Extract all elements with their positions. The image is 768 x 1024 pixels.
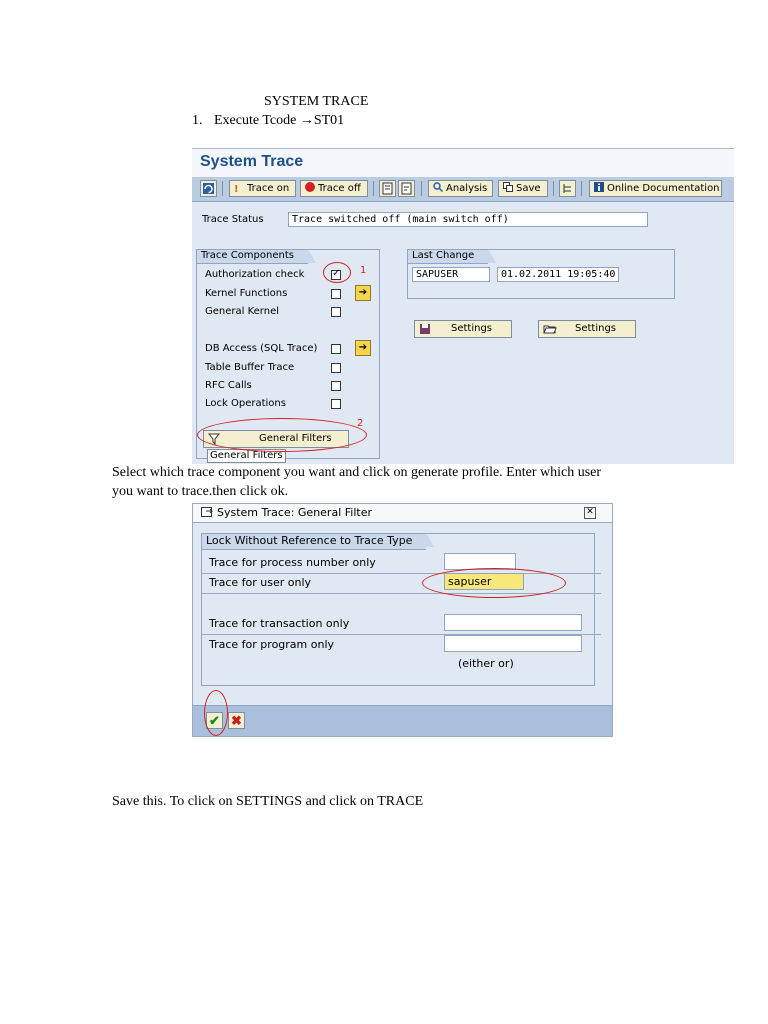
annotation-number-1: 1 (360, 265, 367, 276)
component-label-lock-operations: Lock Operations (205, 398, 286, 409)
close-icon[interactable]: ✕ (584, 507, 596, 519)
checkbox-lock-operations[interactable] (331, 399, 341, 409)
toolbar (192, 177, 734, 202)
either-or-note: (either or) (458, 657, 514, 670)
copy-icon (503, 182, 513, 192)
component-label-table-buffer: Table Buffer Trace (205, 362, 295, 373)
dialog-title: System Trace: General Filter (217, 506, 372, 519)
general-filters-label: General Filters (259, 433, 332, 444)
trace-on-label: Trace on (247, 183, 290, 194)
analysis-label: Analysis (446, 183, 488, 194)
online-documentation-label: Online Documentation (607, 183, 720, 194)
save-button[interactable] (498, 180, 548, 197)
save-label: Save (516, 183, 541, 194)
component-label-general-kernel: General Kernel (205, 306, 280, 317)
component-label-rfc-calls: RFC Calls (205, 380, 252, 391)
stop-icon (305, 182, 315, 192)
process-number-label: Trace for process number only (209, 556, 376, 569)
trace-on-button[interactable] (229, 180, 296, 197)
open-folder-icon (543, 323, 557, 335)
trace-off-label: Trace off (318, 183, 361, 194)
floppy-icon (419, 323, 431, 335)
screen-title: System Trace (200, 153, 304, 170)
user-only-label: Trace for user only (209, 576, 312, 589)
step-text: Execute Tcode →ST01 (214, 113, 345, 128)
doc-heading: SYSTEM TRACE (264, 94, 369, 109)
dialog-window-icon (201, 507, 213, 518)
document-icon[interactable] (398, 180, 415, 197)
annotation-number-2: 2 (357, 418, 364, 429)
settings-open-button[interactable] (538, 320, 636, 338)
program-only-input[interactable] (444, 635, 582, 652)
kernel-functions-detail-button[interactable]: ➔ (355, 285, 371, 301)
system-trace-screenshot (192, 148, 734, 464)
component-label-db-access: DB Access (SQL Trace) (205, 343, 318, 354)
toolbar-separator (421, 181, 422, 196)
checkbox-rfc-calls[interactable] (331, 381, 341, 391)
dialog-title-bar (193, 504, 612, 523)
component-label-kernel-functions: Kernel Functions (205, 288, 288, 299)
trace-components-header: Trace Components (196, 249, 308, 264)
checkbox-table-buffer[interactable] (331, 363, 341, 373)
db-access-detail-button[interactable]: ➔ (355, 340, 371, 356)
screen-title-bar (192, 148, 734, 178)
general-filter-dialog (192, 503, 613, 737)
refresh-icon[interactable] (200, 180, 217, 197)
trace-status-label: Trace Status (202, 214, 264, 225)
annotation-circle-user (422, 568, 566, 598)
toolbar-separator (553, 181, 554, 196)
cancel-x-icon[interactable]: ✖ (228, 712, 245, 729)
settings-open-label: Settings (575, 323, 617, 334)
user-only-input[interactable]: sapuser (444, 573, 524, 590)
checkbox-kernel-functions[interactable] (331, 289, 341, 299)
info-icon (594, 182, 604, 192)
confirm-check-icon[interactable]: ✔ (206, 712, 223, 729)
settings-save-label: Settings (451, 323, 493, 334)
dialog-footer (193, 705, 612, 736)
instruction-save: Save this. To click on SETTINGS and click on TRACE (112, 794, 424, 809)
instruction-line-2: you want to trace.then click ok. (112, 484, 289, 499)
last-change-header: Last Change (407, 249, 488, 264)
annotation-circle-confirm (204, 690, 228, 736)
checkbox-general-kernel[interactable] (331, 307, 341, 317)
checkbox-db-access[interactable] (331, 344, 341, 354)
trace-status-field: Trace switched off (main switch off) (288, 212, 648, 227)
program-only-label: Trace for program only (209, 638, 335, 651)
settings-save-button[interactable] (414, 320, 512, 338)
step-number: 1. (192, 113, 203, 128)
lock-group-header: Lock Without Reference to Trace Type (201, 533, 426, 550)
annotation-circle-general-filters (197, 418, 367, 452)
magnifier-icon (433, 182, 443, 192)
toolbar-separator (373, 181, 374, 196)
last-change-datetime: 01.02.2011 19:05:40 (497, 267, 619, 282)
transaction-only-input[interactable] (444, 614, 582, 631)
structure-icon[interactable] (559, 180, 576, 197)
instruction-line-1: Select which trace component you want and click on generate profile. Enter which user (112, 465, 602, 480)
trace-on-icon: ! (234, 184, 239, 195)
online-documentation-button[interactable] (589, 180, 722, 197)
toolbar-separator (222, 181, 223, 196)
analysis-button[interactable] (428, 180, 493, 197)
last-change-user: SAPUSER (412, 267, 490, 282)
list-icon[interactable] (379, 180, 396, 197)
component-label-authorization: Authorization check (205, 269, 305, 280)
general-filters-tooltip: General Filters (207, 449, 286, 463)
toolbar-separator (581, 181, 582, 196)
transaction-only-label: Trace for transaction only (209, 617, 350, 630)
last-change-group (407, 249, 675, 299)
trace-off-button[interactable] (300, 180, 368, 197)
annotation-circle-checkbox (323, 262, 351, 283)
